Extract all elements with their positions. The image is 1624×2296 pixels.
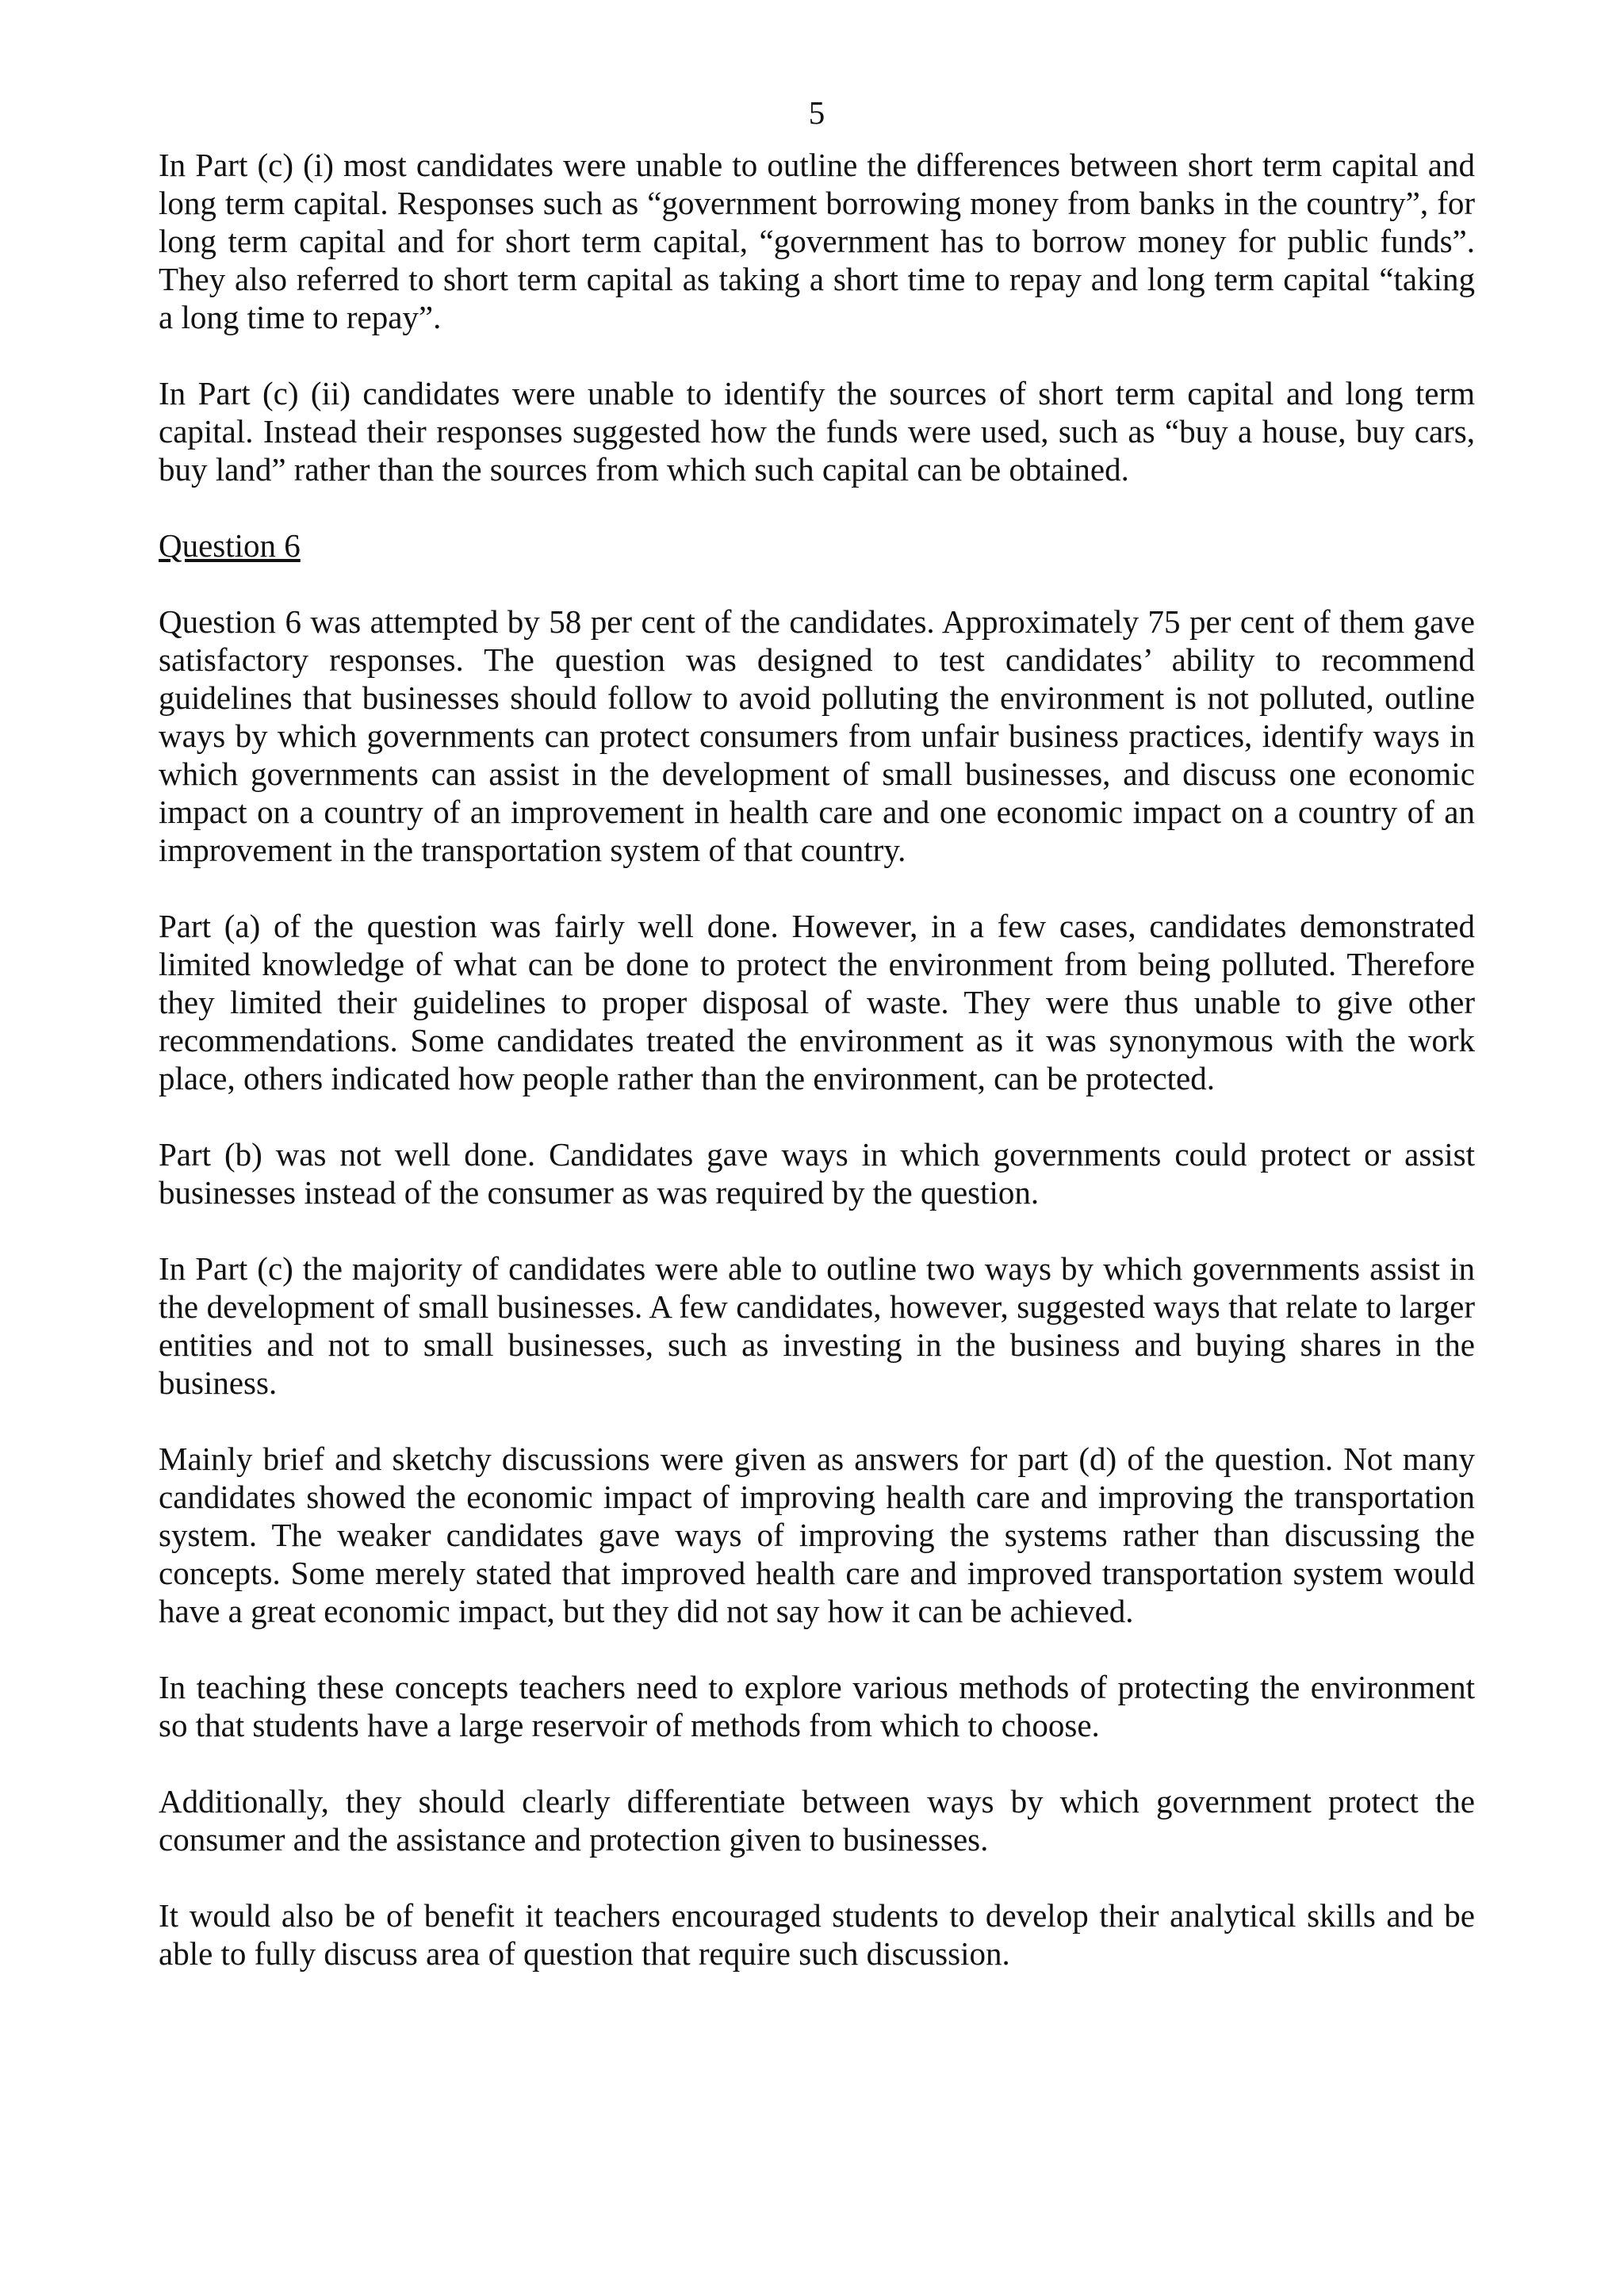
paragraph-part-a: Part (a) of the question was fairly well done. However, in a few cases, candidates demonstrated limited knowledge of what can be done to protect the environment from being polluted. Therefore they limited their guidelines to proper disposal of waste. They were thus unable to give other recommendations. Some candidates treated the environment as it was synonymous with the work place, others indicated how people rather than the environment, can be protected. — [159, 908, 1475, 1096]
paragraph-part-c: In Part (c) the majority of candidates were able to outline two ways by which governments assist in the development of small businesses. A few candidates, however, suggested ways that relate to larger entities and not to small businesses, such as investing in the business and buying shares in the business. — [159, 1250, 1475, 1401]
paragraph-analytical-skills-advice: It would also be of benefit it teachers encouraged students to develop their analytical skills and be able to fully discuss area of question that require such discussion. — [159, 1897, 1475, 1972]
paragraph-part-c-i: In Part (c) (i) most candidates were unable to outline the differences between short term capital and long term capital. Responses such as “government borrowing money from banks in the country”, for long term capital and for short term capital, “government has to borrow money for public funds”. They also referred to short term capital as taking a short time to repay and long term capital “taking a long time to repay”. — [159, 147, 1475, 335]
paragraph-question-6-overview: Question 6 was attempted by 58 per cent of the candidates. Approximately 75 per cent of them gave satisfactory responses. The question was designed to test candidates’ ability to recommend guidelines that businesses should follow to avoid polluting the environment is not polluted, outline ways by which governments can protect consumers from unfair business practices, identify ways in which governments can assist in the development of small businesses, and discuss one economic impact on a country of an improvement in health care and one economic impact on a country of an improvement in the transportation system of that country. — [159, 603, 1475, 868]
question-6-heading: Question 6 — [159, 527, 301, 564]
page-number: 5 — [808, 94, 825, 131]
paragraph-teaching-advice: In teaching these concepts teachers need to explore various methods of protecting the environment so that students have a large reservoir of methods from which to choose. — [159, 1669, 1475, 1743]
paragraph-part-c-ii: In Part (c) (ii) candidates were unable to identify the sources of short term capital and long term capital. Instead their responses suggested how the funds were used, such as “buy a house, buy cars, buy land” rather than the sources from which such capital can be obtained. — [159, 375, 1475, 488]
paragraph-differentiate-advice: Additionally, they should clearly differentiate between ways by which government protect the consumer and the assistance and protection given to businesses. — [159, 1783, 1475, 1858]
paragraph-part-d: Mainly brief and sketchy discussions were given as answers for part (d) of the question. Not many candidates showed the economic impact of improving health care and improving the transportation system. The weaker candidates gave ways of improving the systems rather than discussing the concepts. Some merely stated that improved health care and improved transportation system would have a great economic impact, but they did not say how it can be achieved. — [159, 1441, 1475, 1629]
document-page — [159, 94, 1475, 2011]
paragraph-part-b: Part (b) was not well done. Candidates gave ways in which governments could protect or assist businesses instead of the consumer as was required by the question. — [159, 1136, 1475, 1211]
